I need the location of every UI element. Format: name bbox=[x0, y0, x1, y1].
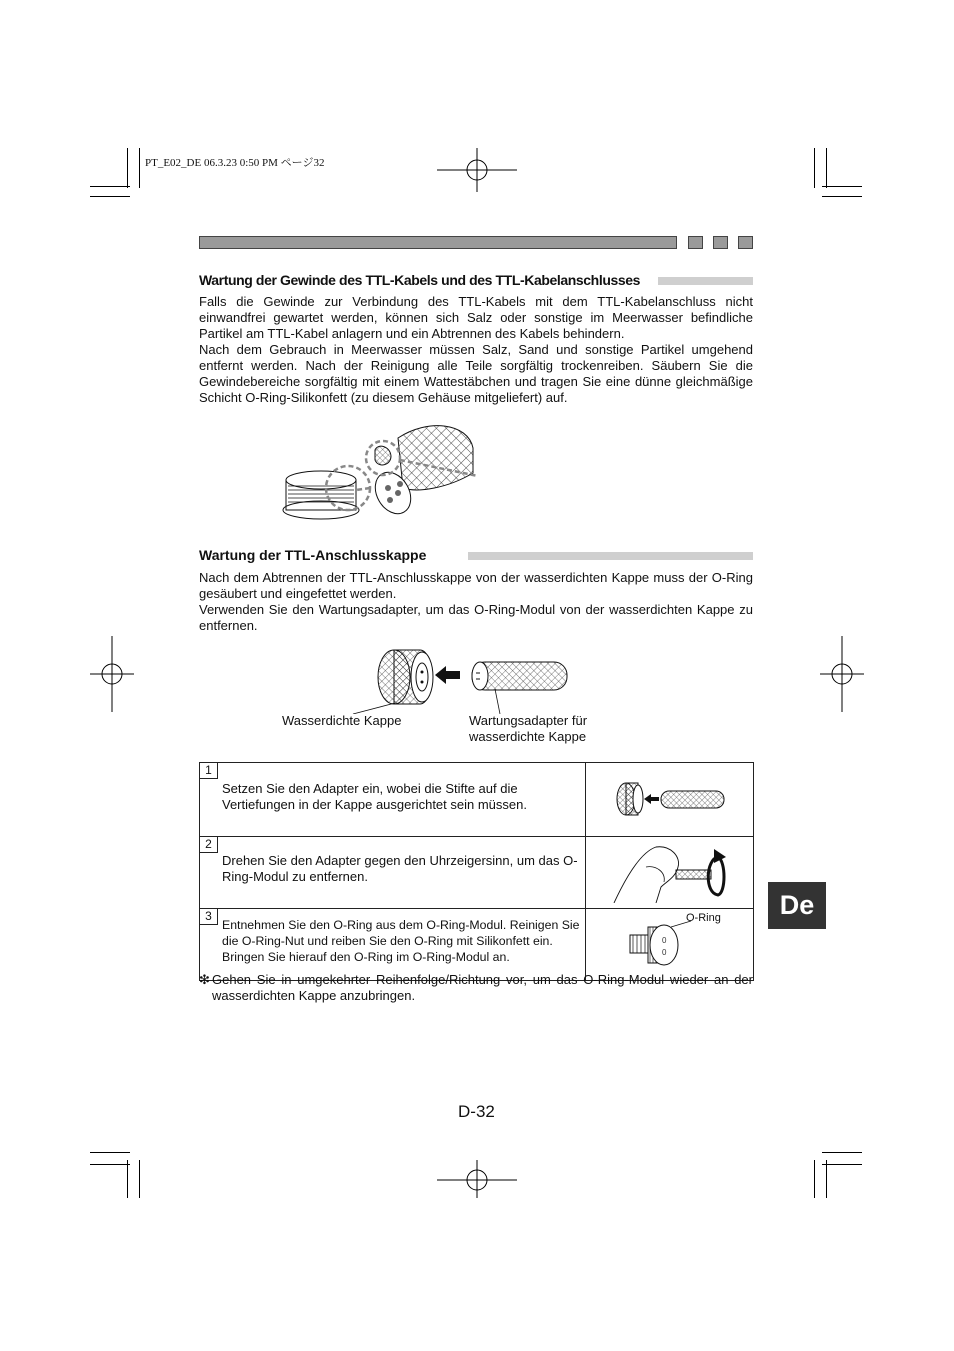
header-bar bbox=[199, 236, 677, 249]
language-tab: De bbox=[768, 882, 826, 929]
paragraph: Falls die Gewinde zur Verbindung des TTL-Kabels mit dem TTL-Kabelanschluss nicht einwandfrei gewartet werden, können sich Salz oder sonstige im Meerwasser befindliche Partikel am TTL-Kabel anlagern und ein Abtrennen des Kabels behindern. bbox=[199, 294, 753, 341]
step-text-cell bbox=[200, 837, 586, 909]
footnote-text: Gehen Sie in umgekehrter Reihenfolge/Richtung vor, um das O-Ring-Modul wieder an der wasserdichten Kappe anzubringen. bbox=[212, 972, 753, 1003]
registration-mark-right bbox=[820, 636, 864, 712]
table-row bbox=[200, 909, 754, 981]
step-number: 3 bbox=[200, 909, 218, 925]
step-text: Entnehmen Sie den O-Ring aus dem O-Ring-Modul. Reinigen Sie die O-Ring-Nut und reiben Sie den O-Ring mit Silikonfett ein. Bringen Sie hierauf den O-Ring im O-Ring-Modul an. bbox=[222, 918, 580, 964]
svg-text:0: 0 bbox=[662, 936, 667, 945]
footnote bbox=[199, 972, 753, 1004]
step-text: Setzen Sie den Adapter ein, wobei die Stifte auf die Vertiefungen in der Kappe ausgerichtet sein müssen. bbox=[222, 781, 527, 812]
ttl-connector-illustration bbox=[278, 418, 483, 523]
section1-body bbox=[199, 294, 753, 406]
o-ring-module-icon bbox=[586, 909, 753, 975]
registration-mark-top bbox=[437, 148, 517, 192]
header-square bbox=[713, 236, 728, 249]
heading-rule bbox=[468, 552, 753, 560]
adapter-insert-icon bbox=[586, 763, 753, 831]
step-image-cell bbox=[586, 909, 754, 981]
page-number: D-32 bbox=[458, 1102, 495, 1121]
step-image-cell bbox=[586, 763, 754, 837]
registration-mark-bottom bbox=[437, 1158, 517, 1198]
rotate-counterclockwise-icon bbox=[586, 837, 753, 903]
step-text-cell bbox=[200, 763, 586, 837]
svg-text:0: 0 bbox=[662, 948, 667, 957]
step-text-cell bbox=[200, 909, 586, 981]
section-title-ttl-cable-threads: Wartung der Gewinde des TTL-Kabels und des TTL-Kabelanschlusses bbox=[199, 272, 641, 288]
step-text: Drehen Sie den Adapter gegen den Uhrzeigersinn, um das O-Ring-Modul zu entfernen. bbox=[222, 853, 578, 884]
paragraph: Nach dem Gebrauch in Meerwasser müssen Salz, Sand und sonstige Partikel umgehend entfernt werden. Nach der Reinigung alle Teile sorgfältig trockenreiben. Säubern Sie die Gewindebereiche sorgfältig mit einem Wattestäbchen und tragen Sie eine dünne gleichmäßige Schicht O-Ring-Silikonfett (zu diesem Gehäuse mitgeliefert) auf. bbox=[199, 342, 753, 405]
header-square bbox=[738, 236, 753, 249]
o-ring-label: O-Ring bbox=[686, 912, 721, 924]
step-image-cell bbox=[586, 837, 754, 909]
step-number: 1 bbox=[200, 763, 218, 779]
caption-adapter-line2: wasserdichte Kappe bbox=[469, 729, 587, 744]
paragraph: Nach dem Abtrennen der TTL-Anschlusskappe von der wasserdichten Kappe muss der O-Ring gesäubert und eingefettet werden. bbox=[199, 570, 753, 601]
step-number: 2 bbox=[200, 837, 218, 853]
registration-mark-left bbox=[90, 636, 134, 712]
heading-rule bbox=[658, 277, 753, 285]
section2-body bbox=[199, 570, 753, 634]
table-row bbox=[200, 837, 754, 909]
footnote-mark: ❇ bbox=[199, 972, 210, 987]
paragraph: Verwenden Sie den Wartungsadapter, um das O-Ring-Modul von der wasserdichten Kappe zu entfernen. bbox=[199, 602, 753, 633]
table-row bbox=[200, 763, 754, 837]
header-square bbox=[688, 236, 703, 249]
caption-waterproof-cap: Wasserdichte Kappe bbox=[282, 713, 402, 728]
caption-adapter-line1: Wartungsadapter für bbox=[469, 713, 588, 728]
print-header: PT_E02_DE 06.3.23 0:50 PM ページ32 bbox=[145, 157, 325, 169]
section-title-ttl-connector-cap: Wartung der TTL-Anschlusskappe bbox=[199, 547, 427, 563]
steps-table bbox=[199, 762, 754, 981]
cap-and-adapter-illustration bbox=[350, 642, 582, 714]
